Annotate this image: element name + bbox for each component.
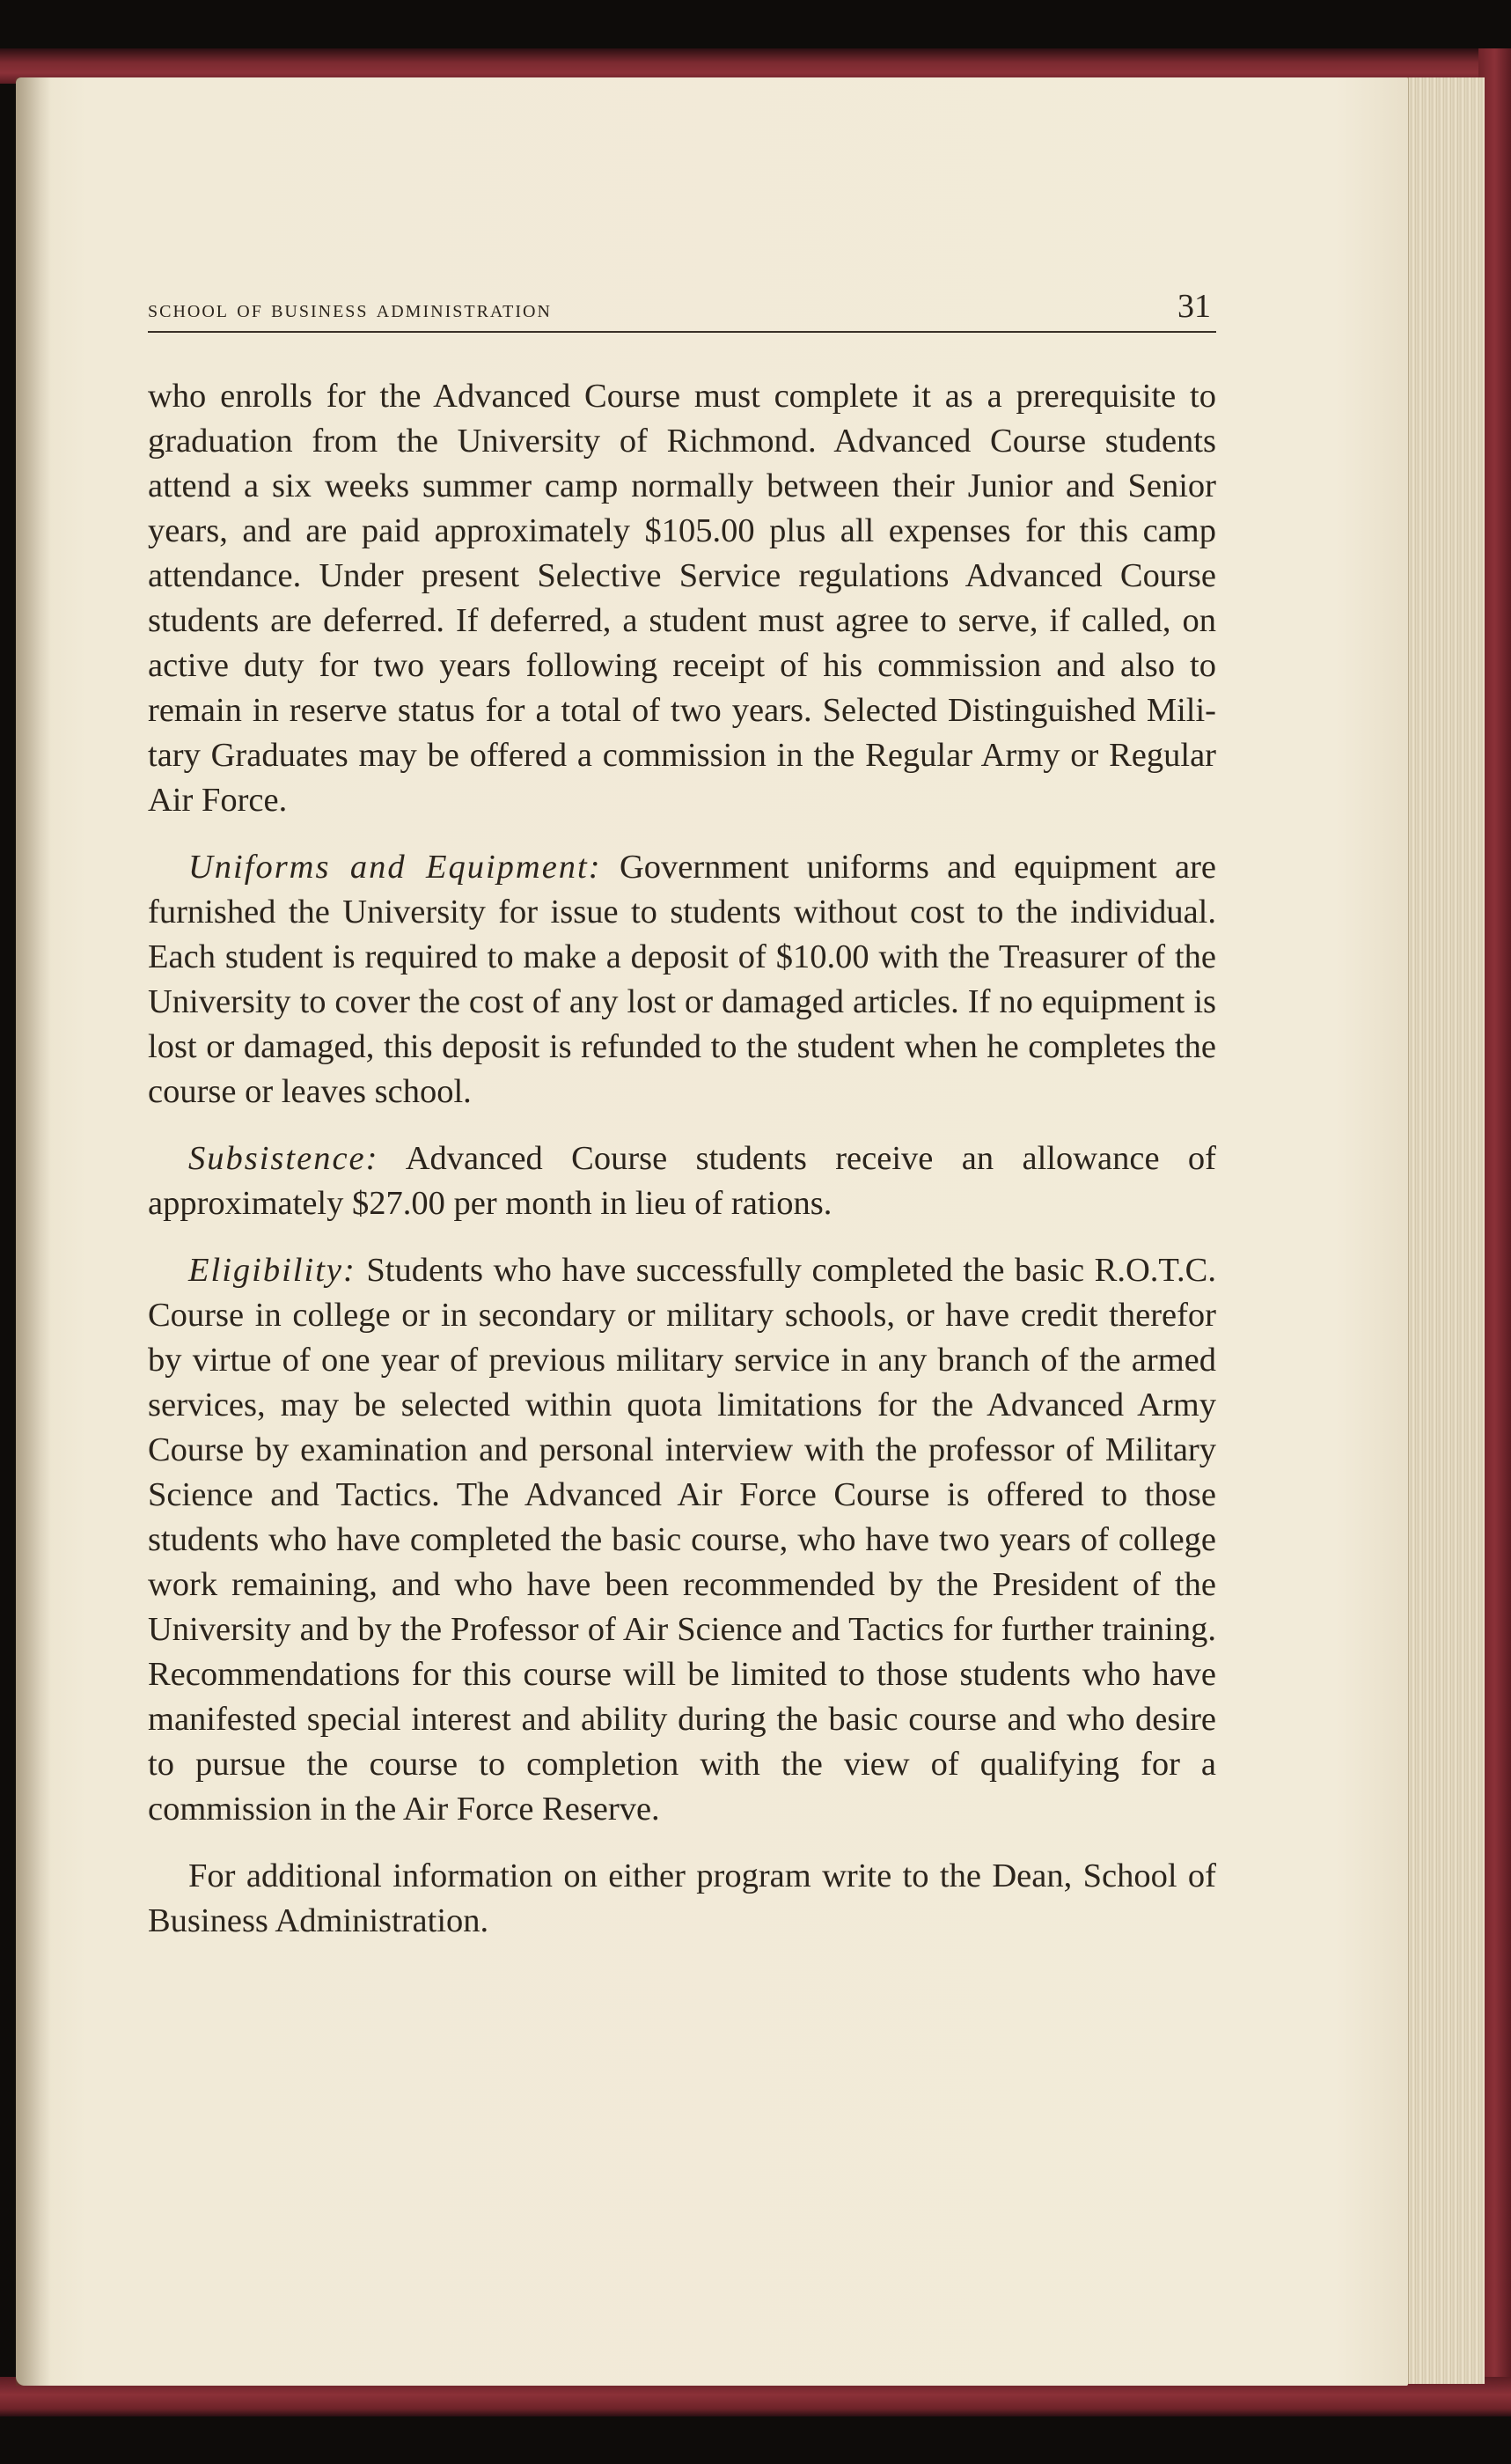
gutter-shadow: [16, 77, 51, 2386]
paragraph-text: Advanced Course students receive an allowance of approximately $27.00 per month in lieu of rations.: [148, 1140, 1216, 1222]
paragraph-lead: Eligibility:: [188, 1252, 356, 1289]
paragraph-text: who enrolls for the Advanced Course must complete it as a prerequisite to graduation from the University of Richmond. Advanced Course students attend a six weeks summer camp normally between their Junior and Senior years, and are paid approximately $105.00 plus all expenses for this camp attendance. Under present Selective Service regulations Advanced Course students are deferred. If deferred, a student must agree to serve, if called, on active duty for two years following receipt of his commission and also to remain in reserve status for a total of two years. Selected Distinguished Military Graduates may be offered a commission in the Regular Army or Regular Air Force.: [148, 378, 1216, 819]
paragraph-lead: Subsistence:: [188, 1140, 379, 1177]
body-text: [148, 374, 1216, 1966]
paragraph-eligibility: [148, 1248, 1216, 1832]
paragraph-text: Students who have successfully completed the basic R.O.T.C. Course in college or in secondary or military schools, or have credit therefor by virtue of one year of previous military service in any branch of the armed services, may be selected within quota limitations for the Advanced Army Course by examination and personal interview with the professor of Military Science and Tactics. The Advanced Air Force Course is offered to those students who have completed the basic course, who have two years of college work remaining, and who have been recommended by the President of the University and by the Professor of Air Science and Tactics for further training. Recommendations for this course will be limited to those students who have manifested special interest and ability during the basic course and who desire to pursue the course to completion with the view of qualifying for a commission in the Air Force Reserve.: [148, 1252, 1216, 1828]
paragraph-text: Government uniforms and equipment are furnished the University for issue to students without cost to the individual. Each student is required to make a deposit of $10.00 with the Treasurer of the University to cover the cost of any lost or damaged articles. If no equipment is lost or damaged, this deposit is refunded to the student when he completes the course or leaves school.: [148, 849, 1217, 1110]
page-edges: [1406, 77, 1485, 2384]
paragraph-additional-info: [148, 1854, 1216, 1944]
running-head: [148, 280, 1216, 333]
paragraph-subsistence: [148, 1136, 1216, 1226]
paragraph-lead: Uniforms and Equipment:: [188, 849, 602, 886]
header-rule: [148, 331, 1216, 333]
running-title: school of business administration: [148, 295, 552, 323]
paragraph-continuation: [148, 374, 1216, 823]
paragraph-uniforms: [148, 845, 1216, 1114]
page-number: 31: [1177, 288, 1211, 325]
paragraph-text: For additional information on either program write to the Dean, School of Business Administration.: [148, 1857, 1216, 1939]
